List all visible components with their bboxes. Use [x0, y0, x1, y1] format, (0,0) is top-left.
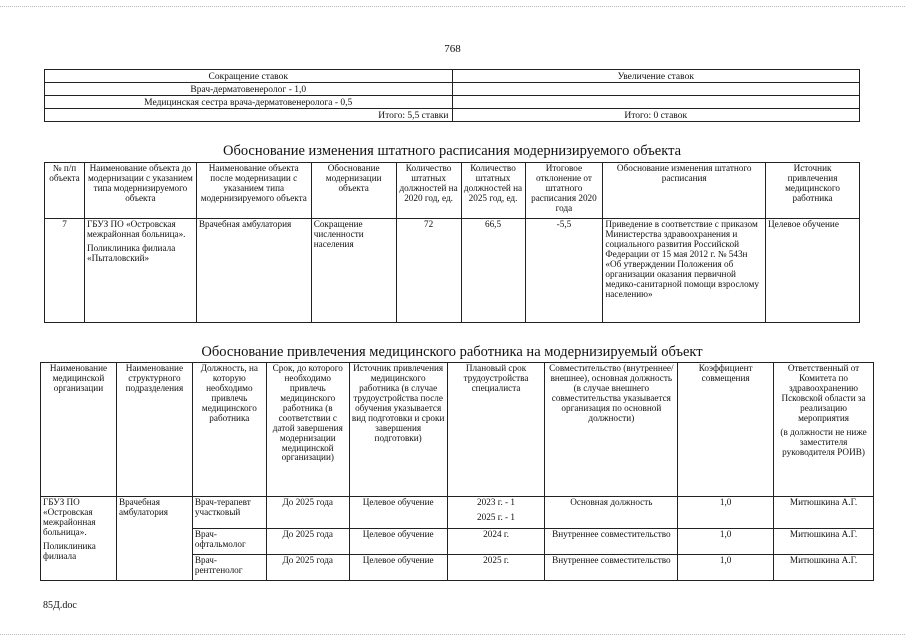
increase-header: Увеличение ставок: [452, 70, 860, 83]
count-2025: 66,5: [461, 219, 525, 323]
col-header: Количество штатных должностей на 2020 год, ед.: [396, 163, 461, 219]
col-header: Срок, до которого необходимо привлечь медицинского работника (в соответствии с датой завершения модернизации медицинской организации): [266, 363, 349, 497]
col-header: Обоснование модернизации объекта: [311, 163, 396, 219]
col-header: Наименование структурного подразделения: [116, 363, 192, 497]
coefficient: 1,0: [678, 497, 774, 529]
combination: Внутреннее совместительство: [545, 529, 678, 555]
col-header: Количество штатных должностей на 2025 год, ед.: [461, 163, 525, 219]
reduction-total: Итого: 5,5 ставки: [45, 109, 453, 122]
table-row: [45, 219, 860, 323]
staff-source: Целевое обучение: [349, 529, 447, 555]
table-row: [41, 497, 874, 529]
responsible: Митюшкина А.Г.: [774, 497, 874, 529]
staff-source: Целевое обучение: [766, 219, 860, 323]
object-after: Врачебная амбулатория: [196, 219, 311, 323]
structural-unit: Врачебная амбулатория: [116, 497, 192, 581]
responsible: Митюшкина А.Г.: [774, 555, 874, 581]
deadline: До 2025 года: [266, 529, 349, 555]
coefficient: 1,0: [678, 555, 774, 581]
col-header: Коэффициент совмещения: [678, 363, 774, 497]
position: Врач-терапевт участковый: [192, 497, 266, 529]
col-header: Ответственный от Комитета по здравоохранению Псковской области за реализацию мероприятия (в должности не ниже заместителя руководителя РОИВ): [774, 363, 874, 497]
col-header: Источник привлечения медицинского работника (в случае трудоустройства после обучения указывается вид подготовки и сроки завершения подготовки): [349, 363, 447, 497]
count-2020: 72: [396, 219, 461, 323]
planned-date: 2023 г. - 1 2025 г. - 1: [447, 497, 545, 529]
col-header: Плановый срок трудоустройства специалиста: [447, 363, 545, 497]
increase-total: Итого: 0 ставок: [452, 109, 860, 122]
col-header: Должность, на которую необходимо привлечь медицинского работника: [192, 363, 266, 497]
section2-title: Обоснование привлечения медицинского работника на модернизируемый объект: [201, 344, 703, 360]
page-number: 768: [444, 43, 461, 55]
recruitment-table: [40, 362, 874, 581]
reduction-item: Медицинская сестра врача-дерматовенеролога - 0,5: [45, 96, 453, 109]
scan-artifact-top: [0, 6, 905, 7]
coefficient: 1,0: [678, 529, 774, 555]
col-header: Совместительство (внутреннее/внешнее), основная должность (в случае внешнего совместительства указывается организация по основной должности): [545, 363, 678, 497]
col-header: Итоговое отклонение от штатного расписания 2020 года: [525, 163, 603, 219]
col-header: Наименование медицинской организации: [41, 363, 117, 497]
responsible: Митюшкина А.Г.: [774, 529, 874, 555]
reduction-item: Врач-дерматовенеролог - 1,0: [45, 83, 453, 96]
object-number: 7: [45, 219, 85, 323]
planned-date: 2025 г.: [447, 555, 545, 581]
position: Врач-офтальмолог: [192, 529, 266, 555]
planned-date: 2024 г.: [447, 529, 545, 555]
combination: Внутреннее совместительство: [545, 555, 678, 581]
staff-source: Целевое обучение: [349, 555, 447, 581]
file-name-footer: 85Д.doc: [43, 600, 77, 611]
staff-source: Целевое обучение: [349, 497, 447, 529]
change-justification: Приведение в соответствие с приказом Министерства здравоохранения и социального развития Российской Федерации от 15 мая 2012 г. № 543н «Об утверждении Положения об организации оказания первичной медико-санитарной помощи взрослому населению»: [603, 219, 766, 323]
position: Врач-рентгенолог: [192, 555, 266, 581]
modernization-reason: Сокращение численности населения: [311, 219, 396, 323]
deadline: До 2025 года: [266, 555, 349, 581]
object-before: ГБУЗ ПО «Островская межрайонная больница». Поликлиника филиала «Пыталовский»: [84, 219, 196, 323]
col-header: Наименование объекта после модернизации с указанием типа модернизируемого объекта: [196, 163, 311, 219]
increase-item: [452, 83, 860, 96]
increase-item: [452, 96, 860, 109]
reduction-header: Сокращение ставок: [45, 70, 453, 83]
deviation: -5,5: [525, 219, 603, 323]
col-header: Источник привлечения медицинского работника: [766, 163, 860, 219]
col-header: Обоснование изменения штатного расписания: [603, 163, 766, 219]
section1-title: Обоснование изменения штатного расписания модернизируемого объекта: [222, 143, 682, 159]
col-header: № п/п объекта: [45, 163, 85, 219]
staffing-justification-table: [44, 162, 860, 323]
scan-artifact-bottom: [0, 634, 905, 635]
col-header: Наименование объекта до модернизации с указанием типа модернизируемого объекта: [84, 163, 196, 219]
staff-change-table: [44, 69, 860, 122]
deadline: До 2025 года: [266, 497, 349, 529]
organization-name: ГБУЗ ПО «Островская межрайонная больница». Поликлиника филиала: [41, 497, 117, 581]
combination: Основная должность: [545, 497, 678, 529]
